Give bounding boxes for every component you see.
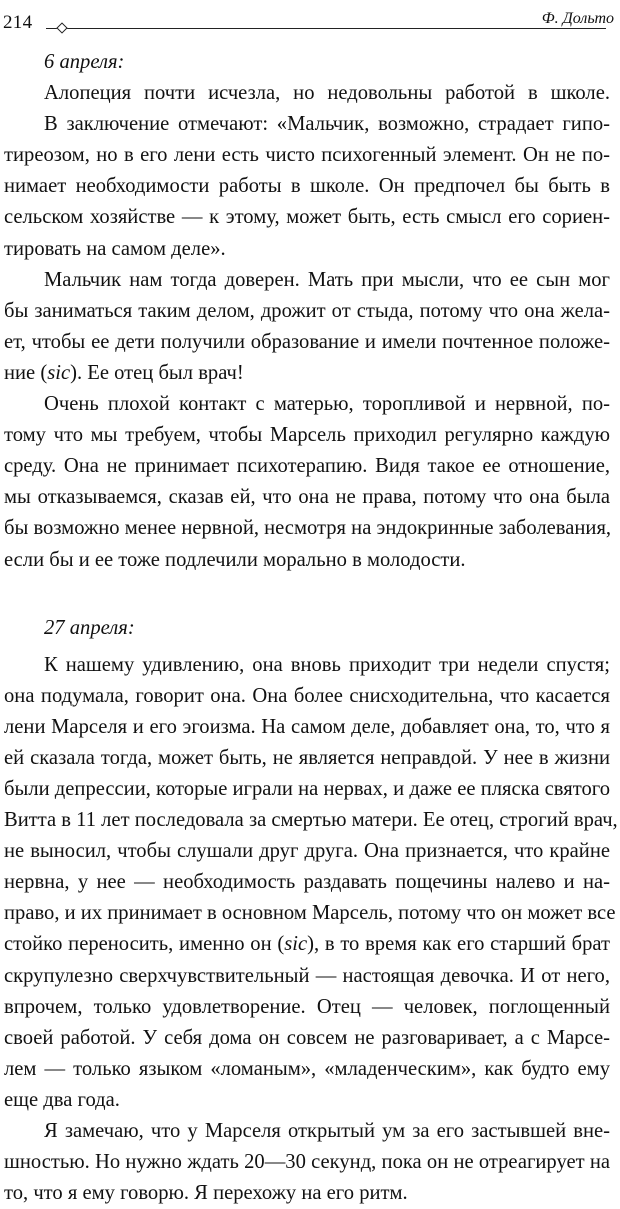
text-line: мы отказываемся, сказав ей, что она не права, потому что она была [4,486,610,509]
text-segment: ). Ее отец был врач! [70,361,244,384]
text-line: право, и их принимает в основном Марсель, потому что он может все [4,902,616,925]
text-segment: ), в то время как его старший брат [307,933,611,956]
rule-diamond-ornament [56,22,67,33]
text-line [4,929,610,960]
text-line: не выносил, чтобы слушали друг друга. Она признается, что крайне [4,840,610,863]
text-line: тировать на самом деле». [4,237,226,260]
page-header [0,10,620,36]
text-line: ет, чтобы ее дети получили образование и имели почтенное положе- [4,330,610,353]
text-line: среду. Она не принимает психотерапию. Видя такое ее отношение, [4,455,610,478]
text-line: лем — только языком «ломаным», «младенческим», как будто ему [4,1057,610,1080]
text-line: тому что мы требуем, чтобы Марсель приходил регулярно каждую [4,424,610,447]
text-line: К нашему удивлению, она вновь приходит три недели спустя; [44,653,610,676]
sic-italic: sic [47,361,71,384]
text-line: впрочем, только удовлетворение. Отец — человек, поглощенный [4,995,610,1018]
text-line: Алопеция почти исчезла, но недовольны работой в школе. [44,82,610,105]
text-line: Я замечаю, что у Марселя открытый ум за его застывшей вне- [44,1120,610,1142]
text-line: Мальчик нам тогда доверен. Мать при мысли, что ее сын мог [44,268,610,291]
text-line: ей сказала тогда, может быть, не является неправдой. У нее в жизни [4,746,610,769]
entry-date-heading: 27 апреля: [44,616,135,639]
text-line: В заключение отмечают: «Мальчик, возможно, страдает гипо- [44,113,610,136]
text-line: скрупулезно сверхчувствительный — настоящая девочка. И от него, [4,964,610,987]
text-segment: ние ( [4,361,48,384]
text-line: Очень плохой контакт с матерью, торопливой и нервной, по- [44,393,610,416]
sic-italic: sic [284,933,308,956]
header-rule [46,28,606,29]
text-line: лени Марселя и его эгоизма. На самом деле, добавляет она, то, что я [4,715,610,738]
text-segment: стойко переносить, именно он ( [4,933,285,956]
text-line: Витта в 11 лет последовала за смертью матери. Ее отец, строгий врач, [4,809,618,832]
text-line: были депрессии, которые играли на нервах, и даже ее пляска святого [4,777,610,800]
text-line: сельском хозяйстве — к этому, может быть, есть смысл его сориен- [4,206,610,229]
text-line: нервна, у нее — необходимость раздавать пощечины налево и на- [4,871,610,894]
text-line: то, что я ему говорю. Я перехожу на его ритм. [4,1182,408,1205]
text-line: еще два года. [4,1088,120,1111]
text-line [4,358,610,389]
text-line: бы возможно менее нервной, несмотря на эндокринные заболевания, [4,517,612,540]
text-line: бы заниматься таким делом, дрожит от стыда, потому что она жела- [4,299,610,322]
page-number: 214 [3,12,33,33]
text-line: своей работой. У себя дома он совсем не разговаривает, а с Марсе- [4,1026,610,1049]
page-body [4,47,618,1209]
text-line: она подумала, говорит она. Она более снисходительна, что касается [4,684,610,707]
text-line: шностью. Но нужно ждать 20—30 секунд, пока он не отреагирует на [4,1151,610,1174]
text-line: если бы и ее тоже подлечили морально в молодости. [4,548,466,571]
text-line: нимает необходимости работы в школе. Он предпочел бы быть в [4,175,610,198]
text-line: тиреозом, но в его лени есть чисто психогенный элемент. Он не по- [4,144,610,167]
section-gap [4,576,610,606]
running-head-author: Ф. Дольто [541,10,614,27]
entry-date-heading: 6 апреля: [44,51,125,73]
